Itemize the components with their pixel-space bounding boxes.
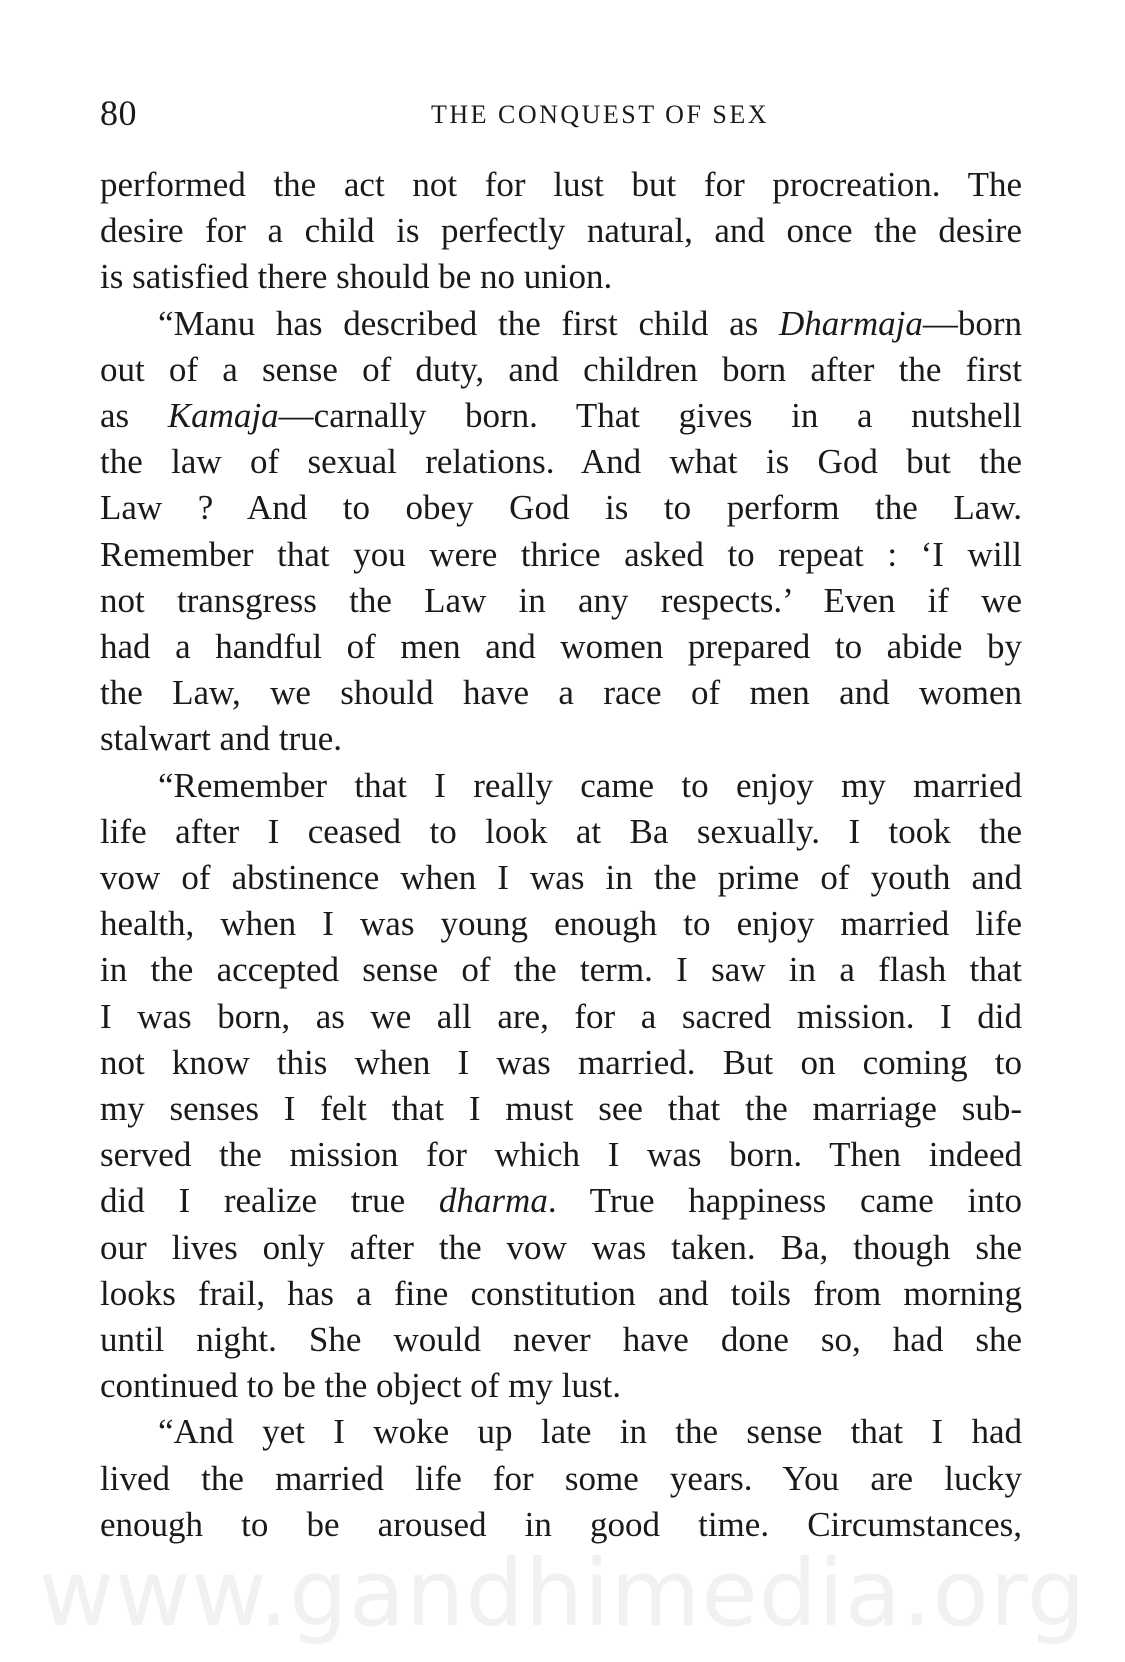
text-line: looks frail, has a fine constitution and toils from morning [100, 1273, 1022, 1313]
emphasis-term: Kamaja [167, 396, 279, 436]
text-line: out of a sense of duty, and children born after the first [100, 349, 1022, 389]
text-line: “Manu has described the first child as Dharmaja—born [158, 303, 1022, 343]
running-title: THE CONQUEST OF SEX [430, 100, 770, 129]
text-line: enough to be aroused in good time. Circumstances, [100, 1504, 1022, 1544]
running-head [100, 92, 1030, 140]
text-line: performed the act not for lust but for procreation. The [100, 165, 1022, 204]
text-line: my senses I felt that I must see that the marriage sub- [100, 1089, 1022, 1129]
page-number: 80 [100, 93, 137, 133]
text-line: the law of sexual relations. And what is God but the [100, 442, 1022, 482]
paragraph-4 [100, 1409, 1022, 1548]
text-line: life after I ceased to look at Ba sexually. I took the [100, 811, 1022, 851]
text-line: as Kamaja—carnally born. That gives in a nutshell [100, 396, 1023, 436]
text-line: “Remember that I really came to enjoy my married [158, 765, 1022, 805]
text-line: “And yet I woke up late in the sense that I had [158, 1412, 1022, 1452]
paragraph-2 [100, 301, 1022, 763]
emphasis-term: Dharmaja [778, 303, 923, 343]
text-line: not know this when I was married. But on coming to [100, 1042, 1022, 1082]
text-line: health, when I was young enough to enjoy married life [100, 904, 1022, 944]
body-text [100, 162, 1022, 1548]
text-line: in the accepted sense of the term. I saw in a flash that [100, 950, 1022, 990]
paragraph-3 [100, 763, 1022, 1410]
text-line: lived the married life for some years. You are lucky [100, 1458, 1022, 1498]
text-line: did I realize true dharma. True happiness came into [100, 1181, 1022, 1221]
text-line: our lives only after the vow was taken. Ba, though she [100, 1227, 1022, 1267]
text-line: had a handful of men and women prepared to abide by [100, 627, 1022, 667]
paragraph-1 [100, 162, 1022, 301]
text-line: served the mission for which I was born. Then indeed [100, 1135, 1022, 1175]
text-line: Remember that you were thrice asked to repeat : ‘I will [100, 534, 1022, 574]
text-line: continued to be the object of my lust. [100, 1366, 622, 1406]
text-line: vow of abstinence when I was in the prime of youth and [100, 858, 1022, 898]
text-line: until night. She would never have done so, had she [100, 1320, 1022, 1360]
text-line: I was born, as we all are, for a sacred mission. I did [100, 996, 1022, 1036]
emphasis-term: dharma [438, 1181, 548, 1221]
text-line: is satisfied there should be no union. [100, 257, 613, 297]
watermark: www.gandhimedia.org [38, 1540, 1087, 1647]
text-line: stalwart and true. [100, 719, 342, 759]
text-line: Law ? And to obey God is to perform the Law. [100, 488, 1022, 528]
text-line: not transgress the Law in any respects.’ Even if we [100, 580, 1022, 620]
text-line: desire for a child is perfectly natural, and once the desire [100, 211, 1022, 251]
text-line: the Law, we should have a race of men and women [100, 673, 1022, 713]
